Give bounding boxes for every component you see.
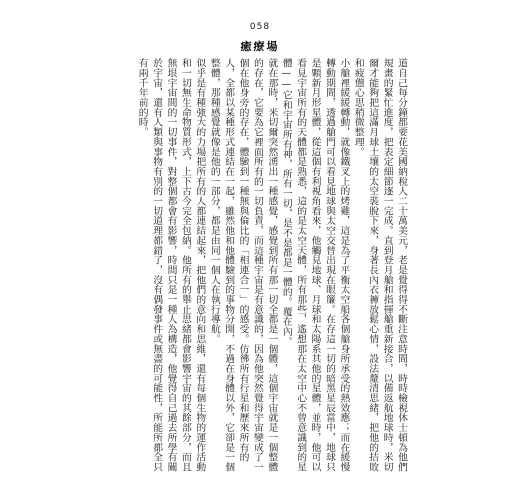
paragraph: 就在那時，米切爾突然湧出一種感覺，感覺到所有那一切全都是一個體，這個宇宙就是一個整體的存在，它要為它裡面所有的一切負責，而這種宇宙是有意識的，因為他突然覺得宇宙變成了一個在他身旁的存在，體驗到一種無與倫比的「相連合一」的感受。仿彿所有行星和歷來所有的人，全都以某種形式連結在一起，雖然他和他體驗到的事物分開，不過在身體以外，它卻是一個整體，那種感覺就像是他的一部分，都是由同一個人在執行導航。: [208, 58, 278, 472]
page-number: 058: [249, 22, 271, 32]
body-text: [126, 58, 408, 476]
paragraph: 似乎是有種強大的力場把所有的人都連結起來，把他們的意向和思維，還有每個生物的運作活動和一切無生命物質形式，上下古今完全包納。他所有的舉止思緒都會影響宇宙的其餘部分，而且無垠宇宙間的一切事件，對整個都會有影響，時間只是一種人為構造，他覺得自己過去所學有關於宇宙，還有人類與事物有別的一切道理都錯了，沒有偶發事件或無盡的可能性，所能所都全只有兩千年前的時。: [136, 58, 206, 472]
paragraph: 小艙裡緩緩轉動，就像鐵叉上的烤雞，這是為了平衡太空船各個艙身所承受的熱效應；而在緩慢轉動期間，透過艙門可以看見地球與太空交替出現在眼簾。在存這一切的暗黑星辰當中，地球只是顆新月形星體，從這個有利視角看來，他觸見地球、月球和太陽系其他的星體，並時，他可以看見宇宙所有的天體都是熟悉，這的是太空天體，所有那些，遙想那在太空中心不曾意識到的星體——它和宇宙所有神，所有一切，是不是都是一體的。覆在內。: [280, 58, 350, 472]
chapter-title: 癒療場: [240, 40, 280, 53]
paragraph: 道自己每分鐘都要花美國納稅人二十萬美元，老是覺得得不斷注意時間，時時檢視休士頓為他們規畫的緊忙進度，把表定細節逐一完成。直到登月艙和指揮艙重新接合，以備返航地球時，米切爾才能夠把這滿月球土壤的太空裝脫下來，身著長內衣褲放鬆心情，設法釐清思緒，把他的拮敗和疲憊心思稍微整理。: [352, 58, 407, 472]
